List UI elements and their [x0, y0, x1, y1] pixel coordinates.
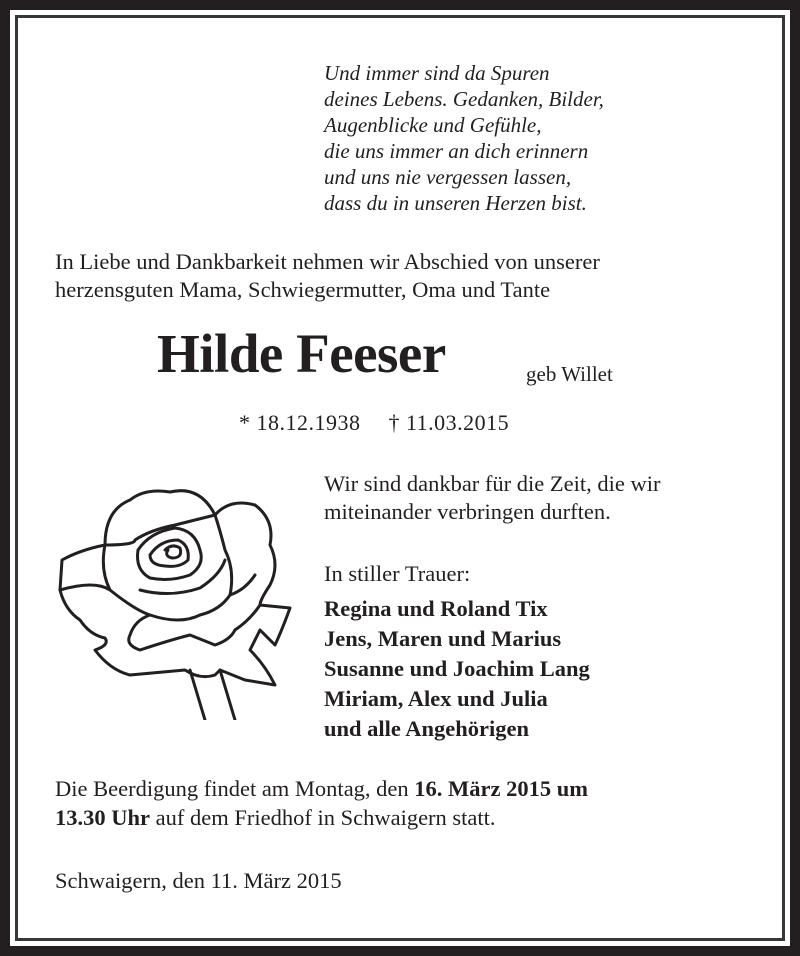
life-dates — [239, 410, 537, 436]
death-date: † 11.03.2015 — [388, 410, 510, 435]
funeral-text: Die Beerdigung findet am Montag, den — [55, 776, 415, 801]
mourner: Miriam, Alex und Julia — [324, 686, 548, 711]
funeral-info — [55, 774, 588, 832]
intro-line: In Liebe und Dankbarkeit nehmen wir Abschied von unserer — [55, 249, 600, 274]
funeral-date: 16. März 2015 um — [414, 776, 589, 801]
thanks-line: miteinander verbringen durften. — [324, 499, 611, 524]
poem-line: deines Lebens. Gedanken, Bilder, — [324, 87, 604, 111]
poem-line: und uns nie vergessen lassen, — [324, 165, 572, 189]
funeral-time: 13.30 Uhr — [55, 805, 150, 830]
funeral-text: auf dem Friedhof in Schwaigern statt. — [150, 805, 496, 830]
mourner: Jens, Maren und Marius — [324, 626, 562, 651]
mourning-label: In stiller Trauer: — [324, 561, 471, 586]
rose-illustration — [50, 470, 300, 720]
birth-name: geb Willet — [526, 362, 613, 386]
poem-line: dass du in unseren Herzen bist. — [324, 191, 587, 215]
poem-line: Und immer sind da Spuren — [324, 61, 550, 85]
poem-line: die uns immer an dich erinnern — [324, 139, 589, 163]
mourner: Susanne und Joachim Lang — [324, 656, 590, 681]
poem-line: Augenblicke und Gefühle, — [324, 113, 542, 137]
thanks-text — [324, 470, 661, 526]
intro-line: herzensguten Mama, Schwiegermutter, Oma und Tante — [55, 277, 551, 302]
mourners-list — [324, 594, 590, 744]
place-date: Schwaigern, den 11. März 2015 — [55, 868, 342, 893]
mourner: Regina und Roland Tix — [324, 596, 548, 621]
thanks-line: Wir sind dankbar für die Zeit, die wir — [324, 471, 661, 496]
intro-text — [55, 248, 600, 304]
deceased-name: Hilde Feeser — [157, 323, 446, 384]
mourner: und alle Angehörigen — [324, 716, 530, 741]
birth-date: * 18.12.1938 — [239, 410, 361, 435]
poem — [324, 60, 604, 216]
